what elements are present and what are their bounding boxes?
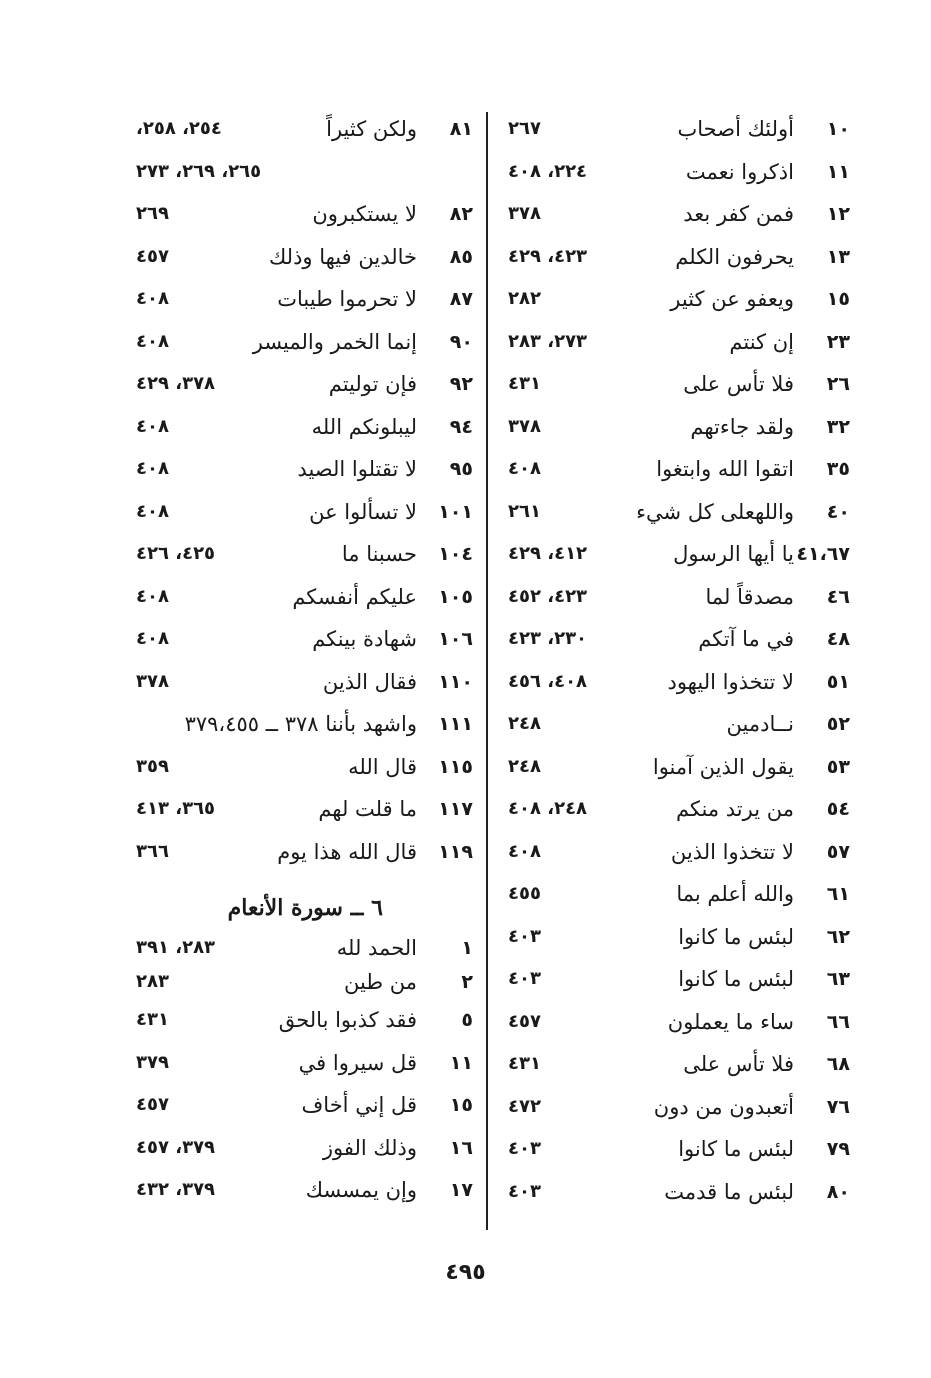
verse-phrase: ليبلونكم الله xyxy=(311,414,417,439)
page-references: ٤٠٣ xyxy=(508,1180,541,1202)
verse-number: ٥٧ xyxy=(826,840,850,863)
verse-number: ٣٥ xyxy=(826,458,850,480)
verse-number: ١١١ xyxy=(438,713,473,735)
verse-phrase: حسبنا ما xyxy=(341,542,417,566)
verse-number: ١٠١ xyxy=(438,500,473,523)
verse-phrase: لا تسألوا عن xyxy=(309,499,417,524)
verse-number: ٥٣ xyxy=(826,755,850,778)
verse-phrase: لا تقتلوا الصيد xyxy=(297,457,417,481)
verse-number: ٦٦ xyxy=(826,1010,850,1033)
index-entry xyxy=(128,363,473,406)
verse-phrase: يقول الذين آمنوا xyxy=(652,754,794,779)
verse-phrase: واللهعلى كل شيء xyxy=(636,499,794,524)
verse-phrase: قل سيروا في xyxy=(298,1050,417,1075)
verse-phrase: قال الله xyxy=(348,754,417,779)
surah-heading: ٦ ــ سورة الأنعام xyxy=(227,895,383,921)
verse-number: ٩٤ xyxy=(449,415,473,438)
verse-number: ٢٣ xyxy=(826,330,850,353)
index-entry xyxy=(128,1169,473,1212)
index-entry xyxy=(500,1086,850,1129)
verse-number: ٨٠ xyxy=(826,1180,850,1203)
verse-phrase: شهادة بينكم xyxy=(312,627,417,651)
page-references: ٤٧٢ xyxy=(508,1095,541,1117)
page-number: ٤٩٥ xyxy=(445,1260,486,1285)
right-column xyxy=(500,108,850,1213)
index-entry xyxy=(500,193,850,236)
page-references: ٢٢٤، ٤٠٨ xyxy=(508,160,588,182)
verse-phrase: في ما آتكم xyxy=(698,627,794,651)
verse-phrase: اذكروا نعمت xyxy=(685,159,794,184)
index-entry xyxy=(500,618,850,661)
page-references: ٤٣١ xyxy=(508,1053,541,1074)
verse-phrase: فلا تأس على xyxy=(683,372,794,396)
verse-number: ١٠ xyxy=(826,118,850,140)
index-entry xyxy=(128,236,473,279)
page-references: ٣٧٨ xyxy=(508,415,541,437)
index-entry xyxy=(500,448,850,491)
verse-number: ١٦ xyxy=(449,1136,473,1159)
index-entry xyxy=(128,151,473,194)
verse-phrase: وذلك الفوز xyxy=(322,1135,417,1160)
verse-number: ٢٦ xyxy=(826,373,850,395)
index-entry xyxy=(500,788,850,831)
index-entry xyxy=(128,108,473,151)
page-references: ٤٢٣، ٤٥٢ xyxy=(508,585,588,607)
verse-phrase: خالدين فيها وذلك xyxy=(268,244,417,269)
verse-number: ٩٥ xyxy=(449,458,473,480)
index-entry xyxy=(128,1084,473,1127)
verse-phrase: فمن كفر بعد xyxy=(683,202,794,226)
verse-phrase: من طين xyxy=(344,970,417,994)
page-references: ٤٠٨ xyxy=(136,628,169,649)
page-references: ٢٧٣، ٢٨٣ xyxy=(508,330,588,352)
verse-number: ٩٢ xyxy=(449,373,473,395)
page-references: ٤٠٨، ٤٥٦ xyxy=(508,670,588,692)
index-entry xyxy=(500,1001,850,1044)
verse-number: ٣٢ xyxy=(826,415,850,438)
page-references: ٤٠٨ xyxy=(508,840,541,862)
verse-number: ٥٢ xyxy=(826,713,850,735)
index-entry xyxy=(500,831,850,874)
page-references: ٢٦١ xyxy=(508,500,541,522)
verse-number: ٤٨ xyxy=(826,628,850,650)
index-entry xyxy=(500,151,850,194)
verse-number: ١١ xyxy=(449,1051,473,1074)
verse-number: ١١ xyxy=(826,160,850,183)
page-references: ٤٥٧ xyxy=(136,245,169,267)
verse-number: ٤٠ xyxy=(826,500,850,523)
verse-number: ١٣ xyxy=(826,245,850,268)
index-entry xyxy=(500,576,850,619)
verse-number: ٦٨ xyxy=(826,1053,850,1075)
index-entry xyxy=(128,703,473,746)
left-column xyxy=(128,108,473,1212)
verse-phrase: إن كنتم xyxy=(729,329,794,354)
page-references: ٢٨٣ xyxy=(136,971,169,992)
page-references: ٢٤٨ xyxy=(508,755,541,777)
verse-phrase: ساء ما يعملون xyxy=(667,1009,794,1034)
verse-number: ٦١ xyxy=(826,883,850,905)
index-entry xyxy=(128,831,473,874)
verse-number: ٩٠ xyxy=(449,330,473,353)
verse-phrase: والله أعلم بما xyxy=(676,882,794,906)
verse-number: ٧٦ xyxy=(826,1095,850,1118)
verse-phrase: ما قلت لهم xyxy=(318,797,417,821)
page-references: ٤٢٥، ٤٢٦ xyxy=(136,543,216,564)
page-references: ٤٠٨ xyxy=(136,415,169,437)
verse-number: ٨٢ xyxy=(449,203,473,225)
verse-number: ٥١ xyxy=(826,670,850,693)
verse-phrase: فلا تأس على xyxy=(683,1052,794,1076)
verse-number: ٨٥ xyxy=(449,245,473,268)
page-references: ٤٠٨ xyxy=(508,458,541,479)
page-references: ٢٦٧ xyxy=(508,118,541,139)
page-references: ٢٦٥، ٢٦٩، ٢٧٣ xyxy=(136,160,262,182)
index-entry xyxy=(500,703,850,746)
index-entry xyxy=(128,533,473,576)
verse-phrase: أولئك أصحاب xyxy=(677,117,794,141)
index-entry xyxy=(500,661,850,704)
index-entry xyxy=(128,661,473,704)
page-references: ٤٥٧ xyxy=(136,1094,169,1115)
verse-number: ١١٠ xyxy=(438,670,473,693)
page-references: ٤٠٨ xyxy=(136,585,169,607)
index-entry xyxy=(128,1042,473,1085)
page-references: ٤٠٨ xyxy=(136,458,169,479)
index-entry xyxy=(500,958,850,1001)
page-references: ٢٤٨ xyxy=(508,713,541,734)
verse-phrase: لا تتخذوا اليهود xyxy=(667,669,794,694)
verse-phrase: لا تحرموا طيبات xyxy=(277,287,417,311)
verse-phrase: ويعفو عن كثير xyxy=(670,287,794,311)
verse-number: ١١٥ xyxy=(438,755,473,778)
index-entry xyxy=(500,1128,850,1171)
index-entry xyxy=(500,491,850,534)
page-references: ٤٢٣، ٤٢٩ xyxy=(508,245,588,267)
verse-phrase: أتعبدون من دون xyxy=(653,1094,794,1119)
page-references: ٤٣١ xyxy=(508,373,541,394)
verse-number: ٥٤ xyxy=(826,798,850,820)
verse-number: ١٧ xyxy=(449,1179,473,1201)
index-entry xyxy=(500,916,850,959)
verse-number: ١٥ xyxy=(449,1094,473,1116)
page-references: ٢٨٢ xyxy=(508,288,541,309)
page-references: ٤٣١ xyxy=(136,1009,169,1030)
index-entry xyxy=(128,491,473,534)
verse-phrase: يحرفون الكلم xyxy=(675,244,794,269)
page-references: ٣٥٩ xyxy=(136,755,169,777)
index-entry xyxy=(128,321,473,364)
verse-number: ١٥ xyxy=(826,288,850,310)
page-references: ٢٦٩ xyxy=(136,203,169,224)
column-divider xyxy=(486,112,488,1230)
index-entry xyxy=(128,746,473,789)
verse-phrase: فقال الذين xyxy=(322,669,417,694)
verse-phrase: ولكن كثيراً xyxy=(326,117,417,141)
page-references: ٤٠٨ xyxy=(136,288,169,309)
page-references: ٢٤٨، ٤٠٨ xyxy=(508,798,588,819)
index-entry xyxy=(128,788,473,831)
verse-phrase: الحمد لله xyxy=(336,936,417,960)
index-entry xyxy=(500,873,850,916)
verse-phrase: إنما الخمر والميسر xyxy=(252,329,417,354)
index-entry xyxy=(500,1043,850,1086)
verse-number: ٦٢ xyxy=(826,925,850,948)
index-entry xyxy=(500,236,850,279)
page-references: ٤١٢، ٤٢٩ xyxy=(508,543,588,564)
verse-number: ١٠٤ xyxy=(438,543,473,565)
verse-phrase: يا أيها الرسول xyxy=(673,542,794,566)
verse-phrase: نــادمين xyxy=(726,712,794,736)
index-entry xyxy=(128,931,473,965)
verse-phrase: قال الله هذا يوم xyxy=(277,839,417,864)
page-references: ٢٣٠، ٤٢٣ xyxy=(508,628,588,649)
index-entry xyxy=(500,1171,850,1214)
verse-number: ١١٩ xyxy=(438,840,473,863)
index-entry xyxy=(128,965,473,999)
index-entry xyxy=(128,193,473,236)
page-references: ٣٦٥، ٤١٣ xyxy=(136,798,216,819)
verse-phrase: مصدقاً لما xyxy=(705,584,794,609)
index-entry xyxy=(128,1127,473,1170)
page-references: ٤٠٣ xyxy=(508,925,541,947)
verse-phrase: من يرتد منكم xyxy=(675,797,794,821)
verse-number: ١٠٦ xyxy=(438,628,473,650)
index-entry xyxy=(128,618,473,661)
index-entry xyxy=(500,321,850,364)
page-references: ٤٠٨ xyxy=(136,500,169,522)
verse-phrase: قل إني أخاف xyxy=(301,1093,417,1117)
page-references: ٤٠٨ xyxy=(136,330,169,352)
page-references: ٢٨٣، ٣٩١ xyxy=(136,937,216,958)
index-entry xyxy=(500,108,850,151)
index-entry xyxy=(500,533,850,576)
verse-phrase: فإن توليتم xyxy=(328,372,417,396)
index-entry xyxy=(128,448,473,491)
page-references: ٣٧٨ xyxy=(136,670,169,692)
page-references: ٤٥٥ xyxy=(508,883,541,904)
verse-number: ١٢ xyxy=(826,203,850,225)
index-entry xyxy=(128,278,473,321)
page-references: ٣٦٦ xyxy=(136,840,169,862)
index-entry xyxy=(500,746,850,789)
verse-phrase: لبئس ما كانوا xyxy=(678,1137,794,1161)
verse-number: ٥ xyxy=(461,1009,473,1031)
verse-number: ١٠٥ xyxy=(438,585,473,608)
verse-number: ١١٧ xyxy=(438,798,473,820)
verse-phrase: واشهد بأننا ٣٧٨ ــ ٣٧٩،٤٥٥ xyxy=(184,712,417,736)
verse-phrase: لا تتخذوا الذين xyxy=(670,839,794,864)
verse-number: ٧٩ xyxy=(826,1138,850,1160)
verse-number: ٤٦ xyxy=(826,585,850,608)
index-entry xyxy=(500,406,850,449)
page-references: ٤٥٧ xyxy=(508,1010,541,1032)
verse-number: ٦٣ xyxy=(826,968,850,990)
page-references: ٤٠٣ xyxy=(508,1138,541,1159)
verse-phrase: لبئس ما كانوا xyxy=(678,967,794,991)
page-references: ٤٠٣ xyxy=(508,968,541,989)
verse-phrase: لبئس ما كانوا xyxy=(678,924,794,949)
index-entry xyxy=(500,278,850,321)
page-references: ٢٥٤، ٢٥٨، xyxy=(136,118,222,139)
page-references: ٣٧٨ xyxy=(508,203,541,224)
verse-phrase: اتقوا الله وابتغوا xyxy=(656,457,794,481)
index-entry xyxy=(500,363,850,406)
index-entry xyxy=(128,406,473,449)
verse-number: ٨٧ xyxy=(449,288,473,310)
verse-phrase: وإن يمسسك xyxy=(305,1178,417,1202)
page-references: ٣٧٨، ٤٢٩ xyxy=(136,373,216,394)
verse-number: ٤١،٦٧ xyxy=(796,543,850,565)
verse-phrase: لبئس ما قدمت xyxy=(664,1179,794,1204)
index-entry xyxy=(128,999,473,1042)
verse-number: ٨١ xyxy=(449,118,473,140)
verse-phrase: ولقد جاءتهم xyxy=(690,414,794,439)
verse-phrase: فقد كذبوا بالحق xyxy=(278,1008,417,1032)
index-entry xyxy=(128,576,473,619)
page-references: ٣٧٩، ٤٥٧ xyxy=(136,1136,216,1158)
verse-number: ٢ xyxy=(461,971,473,993)
page-references: ٣٧٩ xyxy=(136,1051,169,1073)
verse-number: ١ xyxy=(461,937,473,959)
page-references: ٣٧٩، ٤٣٢ xyxy=(136,1179,216,1200)
verse-phrase: عليكم أنفسكم xyxy=(292,584,417,609)
verse-phrase: لا يستكبرون xyxy=(312,202,417,226)
